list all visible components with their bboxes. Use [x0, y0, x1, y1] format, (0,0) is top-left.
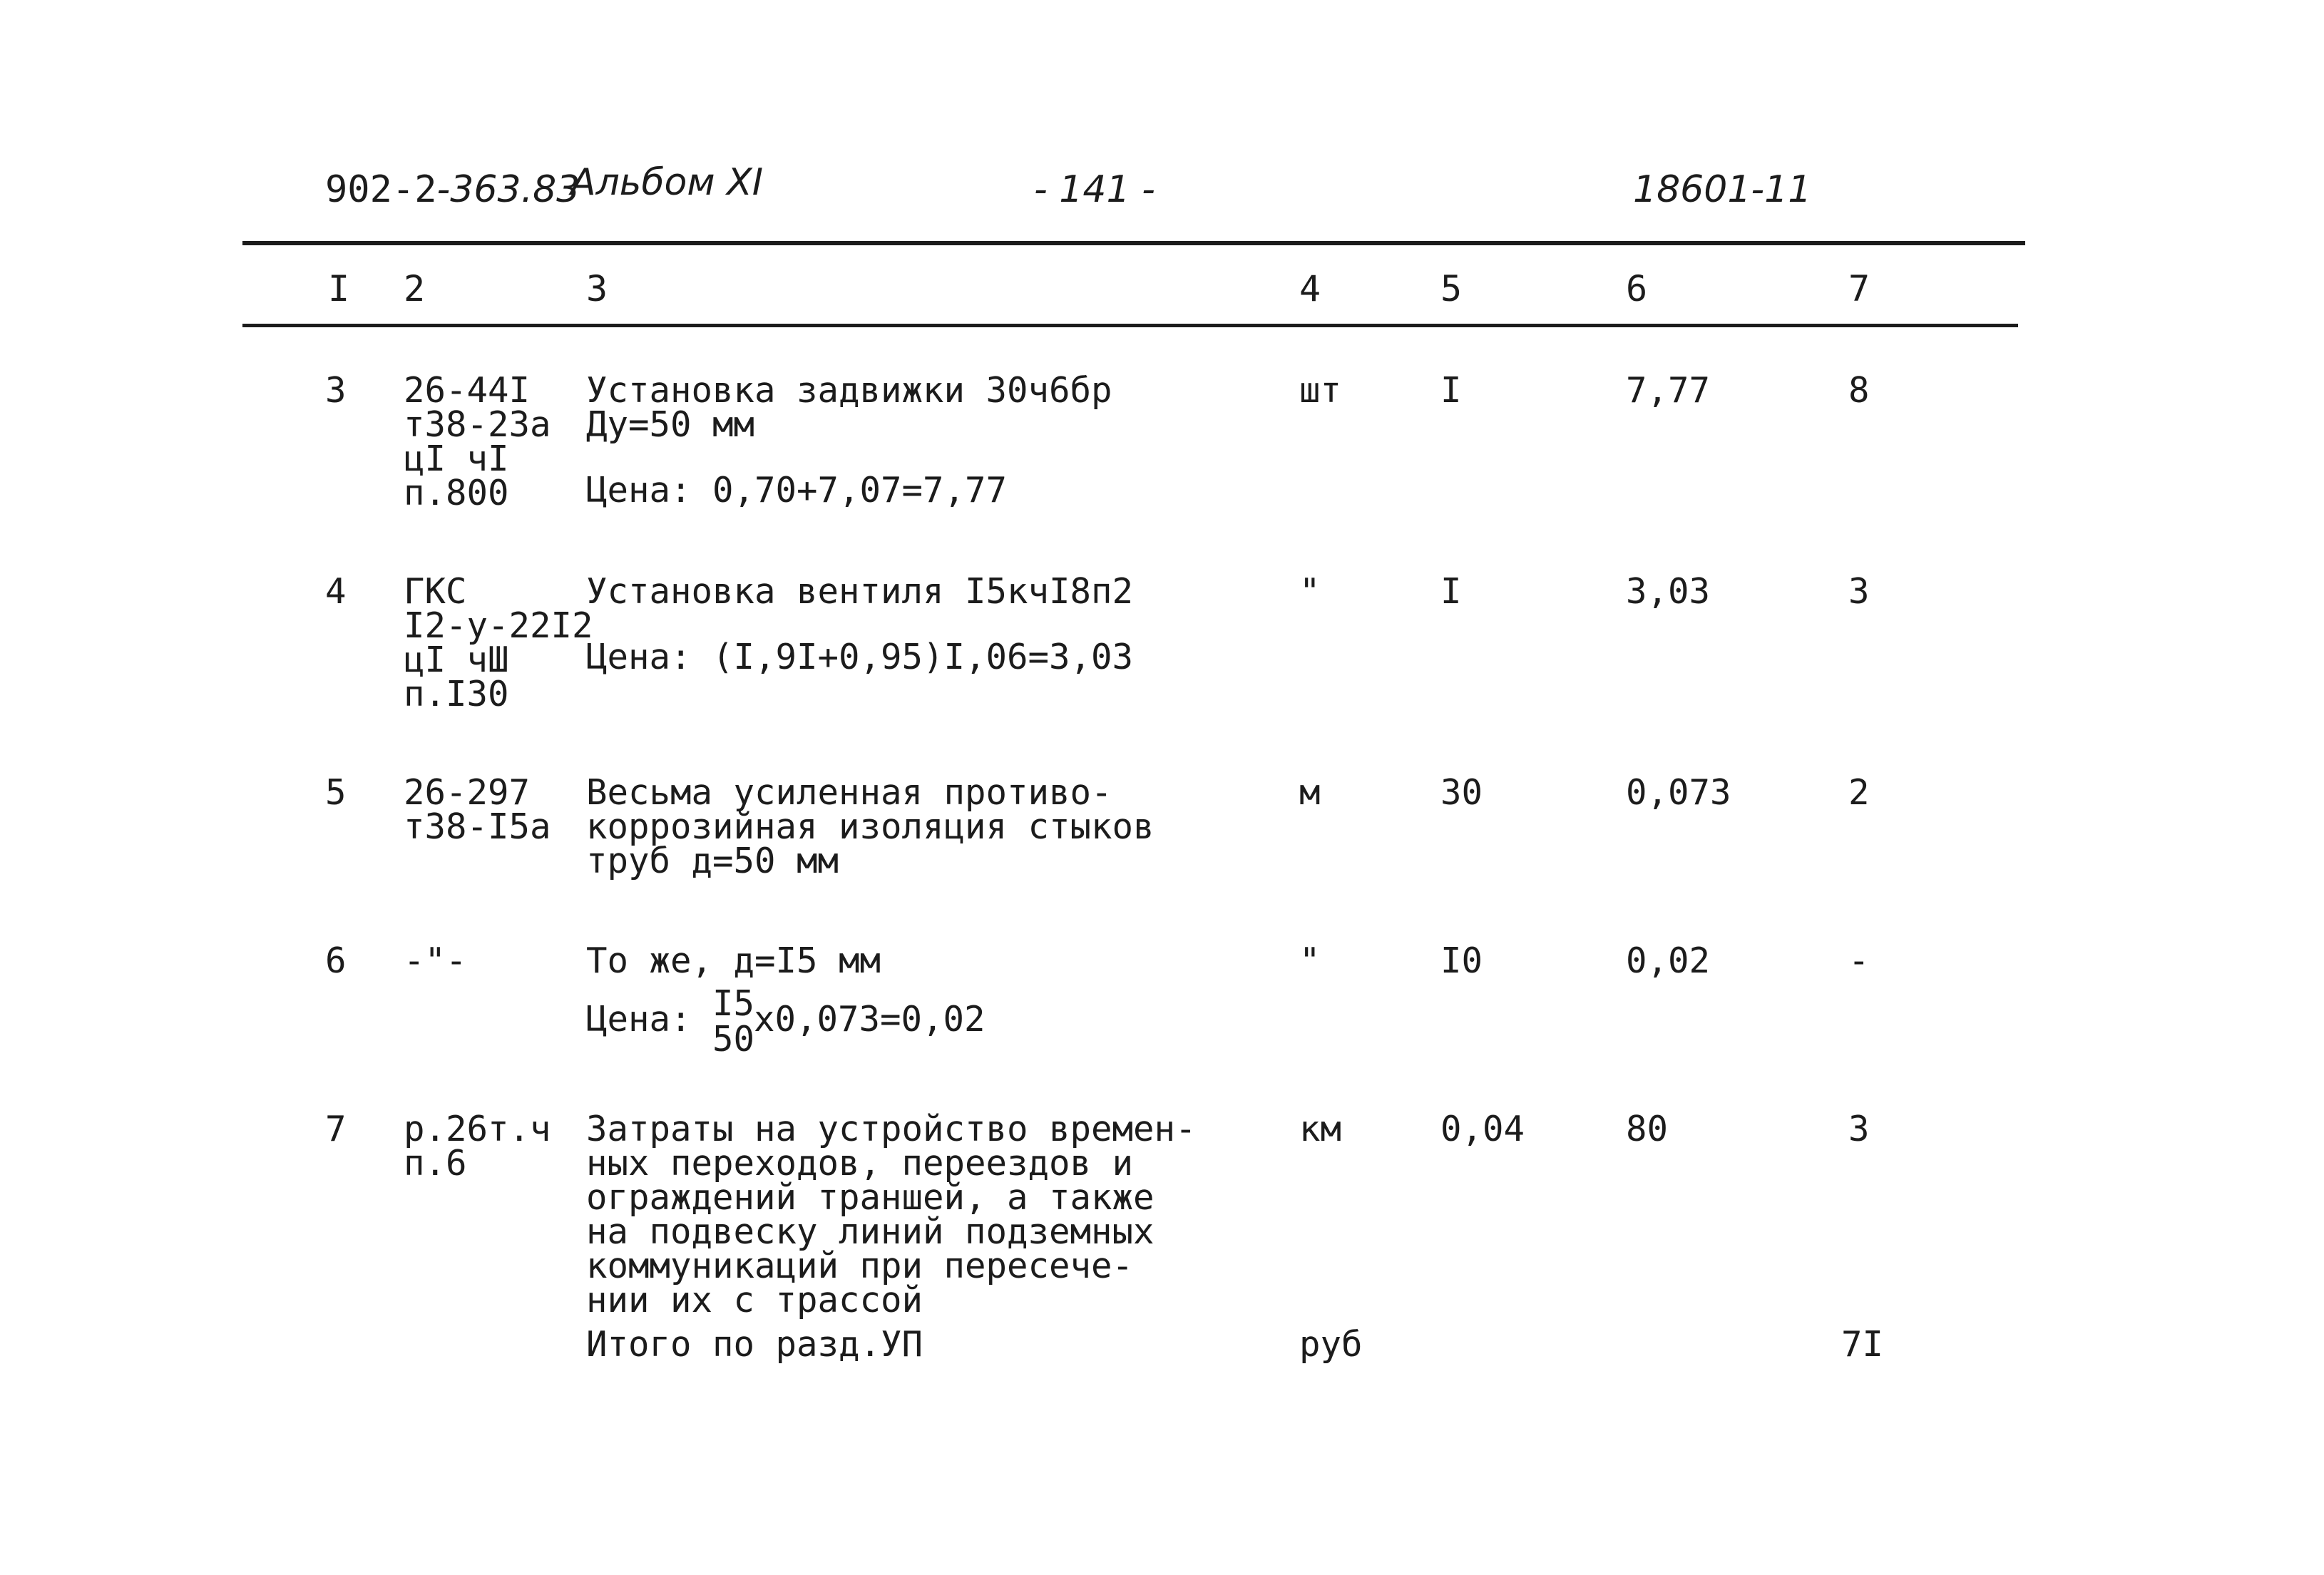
ref-line: 26-44I	[404, 370, 531, 411]
row-total: 3	[1848, 571, 1870, 612]
doc-code	[325, 168, 580, 211]
ref-line: т38-23а	[404, 404, 551, 445]
summary-unit: руб	[1299, 1324, 1363, 1365]
row-description	[586, 571, 1134, 612]
row-total: 3	[1848, 1109, 1870, 1149]
row-number: 7	[325, 1109, 347, 1149]
header-rule	[242, 324, 2018, 327]
desc-line: на подвеску линий подземных	[586, 1211, 1155, 1252]
row-total: -	[1848, 940, 1870, 981]
doc-code-prefix: 902-2	[325, 168, 437, 211]
ref-line: п.800	[404, 473, 509, 513]
row-description	[586, 772, 1155, 881]
ref-line: п.I30	[404, 674, 509, 714]
row-total: 2	[1848, 772, 1870, 813]
desc-line: Установка вентиля I5кчI8п2	[586, 571, 1134, 612]
ref-line: цI чI	[404, 438, 509, 479]
ref-line: ГКС	[404, 571, 467, 612]
row-description	[586, 370, 1112, 445]
desc-line: То же, д=I5 мм	[586, 940, 881, 981]
ref-line: п.6	[404, 1143, 467, 1184]
row-quantity: I0	[1440, 940, 1483, 981]
column-header-1: I	[328, 268, 350, 309]
row-price: Цена: (I,9I+0,95)I,06=3,03	[586, 637, 1134, 677]
row-unit-cost: 7,77	[1626, 370, 1711, 411]
row-number: 4	[325, 571, 347, 612]
desc-line: Установка задвижки 30ч6бр	[586, 370, 1112, 411]
summary-label: Итого по разд.УП	[586, 1324, 923, 1365]
summary-total: 7I	[1841, 1324, 1884, 1365]
row-unit: км	[1299, 1109, 1342, 1149]
row-price: Цена: 0,70+7,07=7,77	[586, 470, 1008, 511]
desc-line: Ду=50 мм	[586, 404, 755, 445]
fraction-numerator: I5	[712, 983, 755, 1024]
row-unit-cost: 80	[1626, 1109, 1669, 1149]
column-header-5: 5	[1440, 268, 1463, 309]
row-unit-cost: 0,073	[1626, 772, 1731, 813]
column-header-6: 6	[1626, 268, 1648, 309]
row-quantity: 0,04	[1440, 1109, 1525, 1149]
row-quantity: I	[1440, 571, 1462, 612]
row-unit: шт	[1299, 370, 1342, 411]
row-unit: м	[1299, 772, 1321, 813]
row-quantity: 30	[1440, 772, 1483, 813]
desc-line: ных переходов, переездов и	[586, 1143, 1134, 1184]
row-description	[586, 940, 881, 981]
price-label: Цена:	[586, 999, 692, 1040]
row-unit-cost: 3,03	[1626, 571, 1711, 612]
column-header-7: 7	[1848, 268, 1870, 309]
row-total: 8	[1848, 370, 1870, 411]
desc-line: труб д=50 мм	[586, 841, 839, 881]
row-reference	[404, 940, 467, 981]
desc-line: коррозийная изоляция стыков	[586, 806, 1155, 847]
column-header-3: 3	[586, 268, 608, 309]
row-description	[586, 1109, 1197, 1320]
price-fraction	[712, 983, 755, 1060]
doc-number: 18601-11	[1633, 168, 1812, 211]
ref-line: цI чШ	[404, 640, 509, 680]
doc-code-suffix: -363.83	[436, 168, 580, 211]
ref-line: I2-у-22I2	[404, 605, 593, 646]
desc-line: Затраты на устройство времен-	[586, 1109, 1197, 1149]
row-price-fraction	[586, 983, 986, 1060]
row-number: 5	[325, 772, 347, 813]
row-unit: "	[1299, 571, 1321, 612]
row-unit-cost: 0,02	[1626, 940, 1711, 981]
column-header-2: 2	[404, 268, 426, 309]
row-reference	[404, 571, 593, 714]
ref-line: т38-I5а	[404, 806, 551, 847]
row-unit: "	[1299, 940, 1321, 981]
row-quantity: I	[1440, 370, 1462, 411]
row-reference	[404, 1109, 551, 1184]
top-rule	[242, 241, 2025, 245]
fraction-denominator: 50	[712, 1019, 755, 1060]
page-number: - 141 -	[1034, 168, 1155, 211]
ref-line: -"-	[404, 940, 467, 981]
price-rest: х0,073=0,02	[754, 999, 986, 1040]
desc-line: нии их с трассой	[586, 1280, 923, 1320]
album-label: Альбом XI	[570, 161, 764, 204]
ref-line: 26-297	[404, 772, 531, 813]
row-reference	[404, 370, 551, 513]
column-header-4: 4	[1299, 268, 1321, 309]
desc-line: ограждений траншей, а также	[586, 1177, 1155, 1218]
row-reference	[404, 772, 551, 847]
ref-line: р.26т.ч	[404, 1109, 551, 1149]
desc-line: Весьма усиленная противо-	[586, 772, 1112, 813]
row-number: 6	[325, 940, 347, 981]
desc-line: коммуникаций при пересече-	[586, 1246, 1134, 1286]
row-number: 3	[325, 370, 347, 411]
